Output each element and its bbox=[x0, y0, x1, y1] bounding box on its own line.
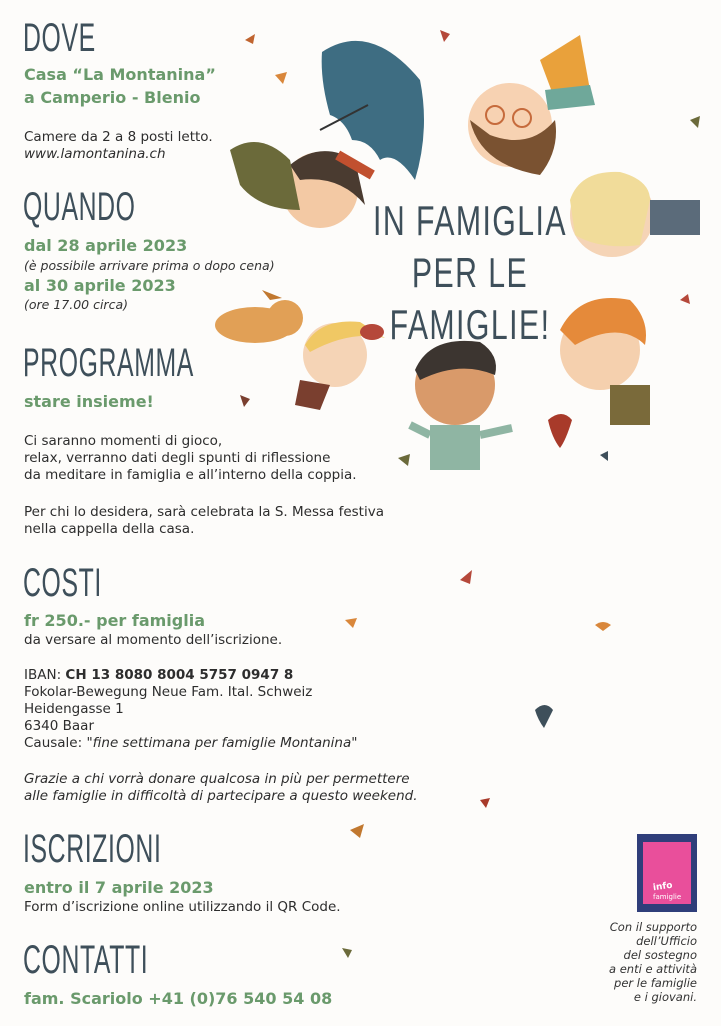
support-line1: Con il supporto bbox=[609, 920, 697, 934]
iscrizioni-title: ISCRIZIONI bbox=[23, 827, 162, 871]
quando-from-note: (è possibile arrivare prima o dopo cena) bbox=[24, 258, 275, 273]
info-famiglie-logo bbox=[637, 834, 697, 912]
logo-sub-text: famiglie bbox=[653, 893, 682, 901]
costi-title: COSTI bbox=[23, 561, 102, 605]
quando-from: dal 28 aprile 2023 bbox=[24, 236, 188, 255]
dog-icon bbox=[215, 290, 303, 343]
programma-p2-line2: nella cappella della casa. bbox=[24, 521, 195, 537]
programma-subtitle: stare insieme! bbox=[24, 392, 154, 411]
iban-label: IBAN: bbox=[24, 667, 62, 683]
support-line3: del sostegno bbox=[623, 948, 697, 962]
costi-bank2: Heidengasse 1 bbox=[24, 701, 124, 717]
costi-iban bbox=[24, 667, 293, 684]
headline bbox=[369, 195, 571, 351]
child-boy-blond-icon bbox=[570, 172, 700, 257]
contatti-title: CONTATTI bbox=[23, 938, 149, 982]
child-boy-dark-icon bbox=[410, 341, 512, 470]
causale-label: Causale: bbox=[24, 735, 83, 751]
dove-place1: Casa “La Montanina” bbox=[24, 65, 216, 84]
iscrizioni-form: Form d’iscrizione online utilizzando il QR Code. bbox=[24, 899, 341, 915]
costi-price: fr 250.- per famiglia bbox=[24, 611, 206, 630]
dove-rooms: Camere da 2 a 8 posti letto. bbox=[24, 129, 213, 145]
headline-line1: IN FAMIGLIA bbox=[373, 197, 567, 244]
iban-value: CH 13 8080 8004 5757 0947 8 bbox=[65, 667, 294, 683]
quando-title: QUANDO bbox=[23, 185, 136, 229]
quando-to: al 30 aprile 2023 bbox=[24, 276, 176, 295]
quando-to-note: (ore 17.00 circa) bbox=[24, 297, 128, 312]
programma-p1-line2: relax, verranno dati degli spunti di riflessione bbox=[24, 450, 331, 466]
support-line2: dell’Ufficio bbox=[636, 934, 697, 948]
contatti-phone: fam. Scariolo +41 (0)76 540 54 08 bbox=[24, 989, 333, 1008]
costi-causale bbox=[24, 735, 357, 752]
support-line4: a enti e attività bbox=[609, 962, 697, 976]
support-line5: per le famiglie bbox=[614, 976, 697, 990]
programma-title: PROGRAMMA bbox=[23, 341, 194, 385]
causale-value: "fine settimana per famiglie Montanina" bbox=[86, 735, 358, 751]
child-girl-glasses-icon bbox=[468, 35, 595, 175]
costi-bank3: 6340 Baar bbox=[24, 718, 95, 734]
dove-title: DOVE bbox=[23, 16, 96, 60]
logo-main-text: info bbox=[652, 880, 674, 894]
support-line6: e i giovani. bbox=[633, 990, 697, 1004]
programma-p2-line1: Per chi lo desidera, sarà celebrata la S. Messa festiva bbox=[24, 504, 384, 520]
costi-bank1: Fokolar-Bewegung Neue Fam. Ital. Schweiz bbox=[24, 684, 313, 700]
iscrizioni-deadline: entro il 7 aprile 2023 bbox=[24, 878, 214, 897]
dove-place2: a Camperio - Blenio bbox=[24, 88, 201, 107]
programma-p1-line3: da meditare in famiglia e all’interno della coppia. bbox=[24, 467, 357, 483]
programma-p1-line1: Ci saranno momenti di gioco, bbox=[24, 433, 223, 449]
costi-thanks-line2: alle famiglie in difficoltà di partecipare a questo weekend. bbox=[24, 788, 418, 804]
support-note bbox=[609, 920, 697, 1004]
child-umbrella-icon bbox=[230, 142, 375, 228]
costi-thanks-line1: Grazie a chi vorrà donare qualcosa in più per permettere bbox=[24, 771, 410, 787]
costi-price-note: da versare al momento dell’iscrizione. bbox=[24, 632, 283, 648]
headline-line2: PER LE FAMIGLIE! bbox=[389, 249, 551, 348]
dove-website-link[interactable]: www.lamontanina.ch bbox=[24, 146, 166, 162]
child-girl-redhair-icon bbox=[560, 298, 650, 425]
